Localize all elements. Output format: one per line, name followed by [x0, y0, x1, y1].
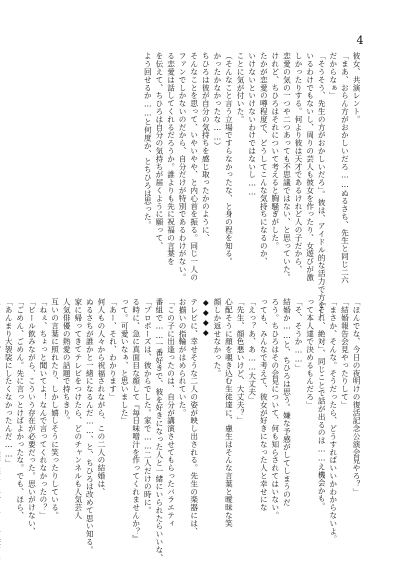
text-line: 「まさか、そんな。そうだったら、どうすればいいかわからないよ。 — [328, 298, 338, 543]
text-line: 彼女、共演レント。 — [352, 52, 361, 124]
text-line: ぬるさちが誰かと一緒になるんだ……、と、ちひろは改めて思い知る。 — [85, 298, 95, 554]
text-line: っても、みんなで考えて、彼女が好きになった人と幸せにな — [259, 298, 269, 512]
text-line: だからなぁ」 — [328, 52, 338, 100]
text-line: テレビに、幸せそうな二人の姿が映し出される。先生の楽器には、 — [189, 298, 199, 535]
text-line: 人気俳優の熱愛の話題で持ちきり。 — [62, 298, 72, 425]
text-line: 「この子に出逢ったのは、自分が講演させてもらったバラエティ — [166, 298, 176, 528]
page-number: 4 — [356, 34, 364, 47]
text-line: 何人もの人々から祝福されながら、この二人の結婚は、 — [96, 298, 106, 496]
text-line: （そんなこと言う立場ですらなかったな、と身の程を知る。 — [224, 52, 234, 266]
text-line: を伝えて、ちひろは自分の気持ちが届くように願って、 — [154, 52, 164, 250]
text-line: いけないといけないわけではないし…… — [247, 52, 257, 197]
text-line: る時に、急に真面目な顔して『毎日味噌汁を作ってくれませんか？』 — [131, 298, 141, 543]
text-line: ちひろは彼が自分の気持ちを感じ取ったかのように、 — [201, 52, 211, 242]
text-line: いるわけでもないし、周りの芸人も彼女を作ったり、女遊びが激 — [305, 52, 315, 282]
text-line: 心配そうに顔を覗き込む生徒達に、慮生はそんな言葉と曖昧な笑 — [224, 298, 234, 528]
text-line: 「プロポーズは、彼からでした。家で……二人だけの時に。 — [143, 298, 153, 515]
text-line: ろう。ちひろはその会見について、何も知らされてはいない。 — [270, 298, 280, 520]
text-line: 「あー、それ、わかります」 — [108, 298, 118, 401]
text-line: 「ねぇ、ちょっと聞いてよ！なんで言ってくれなかったの？」 — [38, 298, 48, 520]
text-line: って本人達で決めるもんだろ」 — [305, 298, 315, 409]
text-line: ことに気が付いた。 — [236, 52, 246, 124]
text-line: って。可愛いなぁ、と思いました」 — [120, 298, 130, 425]
text-block-top — [24, 52, 362, 317]
text-line: けれど、ちひろはそれについて考えると胸騒ぎがした。 — [270, 52, 280, 250]
text-line: 互いの言葉に照れたり、しかし嬉しそうに笑ったりしている。 — [50, 298, 60, 520]
text-line: 「ごめん、ごめん。先に言っとけばよかったな。でも、ほら、 — [15, 298, 25, 520]
text-line: そんなことを思って、いやいやや、と内心首を振る。同じ一人の — [189, 52, 199, 282]
text-line: 「まあ、おらん方がおかしいだろ……ぬるさち、先生と同じ二六 — [340, 52, 350, 284]
text-line: たかが恋愛の噂程度で、どうしてこんな気持ちになるのか、 — [259, 52, 269, 266]
text-line: 「えっ？あ、あ……大丈夫」 — [247, 298, 257, 404]
text-line: よう回せるか……と何度か、とちひろは思った。 — [143, 52, 153, 229]
text-line: 家に帰ってきてテレビをつけたら、どのチャンネルも人気芸人 — [73, 298, 83, 520]
text-line: お揃いの指輪がはめられていた。 — [178, 298, 188, 417]
text-line: しかったりする。何より彼は天才であるけれど人の子だから、 — [294, 52, 304, 274]
text-line: 結婚か……と、ちひろは思う。嫌な予感がしてしまうのだ — [282, 298, 292, 507]
text-line: 「あんまり大袈裟にしたくなかったんだ……」 — [4, 298, 14, 467]
text-line: かったかなかったな……） — [212, 52, 222, 150]
text-line: 「そうそう、先生の方がおかしいだろ」。彼は、アイドル的な活力で方をし — [317, 52, 327, 317]
text-line: 「そ、そうか……」 — [294, 298, 304, 372]
text-line: 恋愛の気の一つや二つあっても不思議ではない、と思っていた。 — [282, 52, 292, 282]
text-block-bottom — [4, 298, 362, 562]
text-line: 「結婚報告会見やったりして」 — [340, 298, 350, 409]
text-line: 「ビール飲みながら、こういう存在が必要だった。思いがけない、 — [27, 298, 37, 535]
text-line: ファンでしかないのだから、自分だけが特別であるわけがない。 — [178, 52, 188, 282]
text-line — [0, 298, 3, 530]
text-line: 顔しか返せなかった。 — [212, 298, 222, 377]
text-line: 「ほんでな、今日の夜明けの復活記念公演会見やろ？」 — [352, 298, 361, 496]
text-line: る恋愛は話してくれるだろうか。誰よりも先に祝福の言葉を — [166, 52, 176, 266]
section-divider: ◆◆◆◆ — [201, 298, 211, 338]
text-line: 「先生、顔色悪いけど、大丈夫？」 — [236, 298, 246, 425]
text-line: 番組で……一番好きで、彼を好きになった人と一緒にいられたらいいな、 — [154, 298, 164, 562]
text-line: 「それ、絶対」、同じことで話が出るのは……え機会かも。 — [317, 298, 327, 511]
